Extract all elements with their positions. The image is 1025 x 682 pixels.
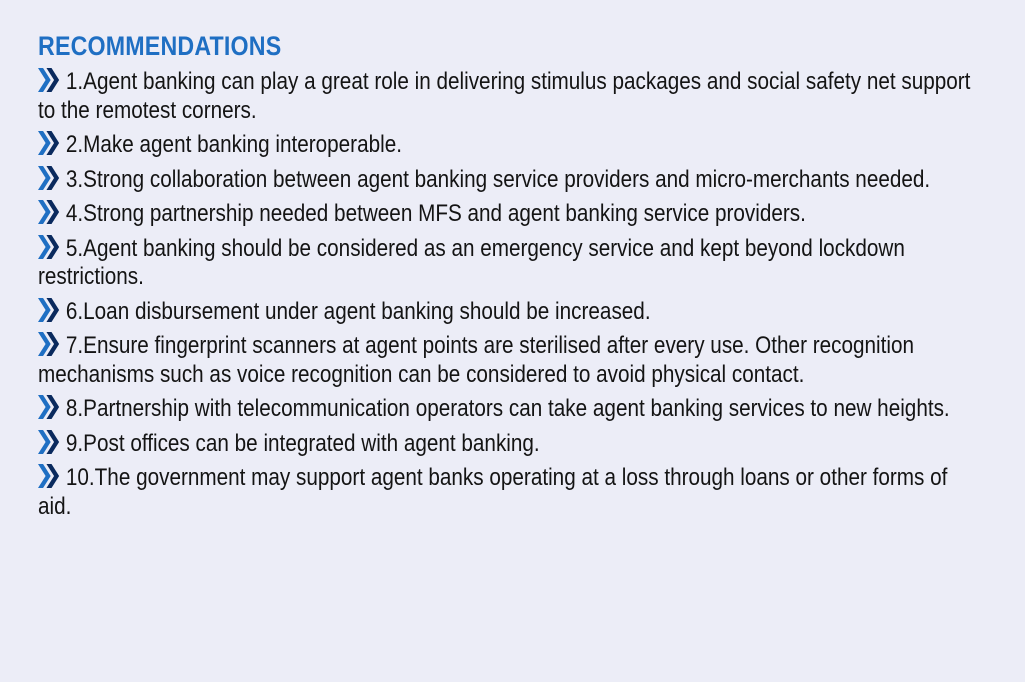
double-chevron-right-icon: [38, 166, 61, 190]
list-item: [38, 395, 985, 424]
list-item: [38, 68, 985, 125]
item-text: 10.The government may support agent banks operating at a loss through loans or other forms of aid.: [38, 464, 948, 520]
double-chevron-right-icon: [38, 430, 61, 454]
section-heading: RECOMMENDATIONS: [38, 31, 282, 61]
item-text: 2.Make agent banking interoperable.: [65, 131, 402, 158]
item-text: 5.Agent banking should be considered as an emergency service and kept beyond lockdown restrictions.: [38, 234, 905, 290]
item-text: 6.Loan disbursement under agent banking should be increased.: [65, 297, 651, 325]
double-chevron-right-icon: [38, 235, 61, 259]
double-chevron-right-icon: [38, 395, 61, 419]
item-text: 3.Strong collaboration between agent banking service providers and micro-merchants needed.: [65, 165, 931, 193]
recommendations-list: [38, 68, 985, 521]
list-item: [38, 235, 985, 292]
list-item: [38, 166, 985, 195]
double-chevron-right-icon: [38, 200, 61, 224]
item-text: 4.Strong partnership needed between MFS and agent banking service providers.: [65, 200, 806, 227]
list-item: [38, 332, 985, 389]
double-chevron-right-icon: [38, 298, 61, 322]
list-item: [38, 131, 985, 160]
item-text: 1.Agent banking can play a great role in delivering stimulus packages and social safety net support to the remotest corners.: [38, 68, 971, 124]
double-chevron-right-icon: [38, 464, 61, 488]
list-item: [38, 200, 985, 229]
item-text: 7.Ensure fingerprint scanners at agent points are sterilised after every use. Other recognition mechanisms such as voice recognition can be considered to avoid physical contact.: [38, 332, 915, 388]
list-item: [38, 464, 985, 521]
item-text: 9.Post offices can be integrated with agent banking.: [65, 429, 540, 457]
double-chevron-right-icon: [38, 131, 61, 155]
list-item: [38, 298, 985, 327]
list-item: [38, 430, 985, 459]
double-chevron-right-icon: [38, 332, 61, 356]
double-chevron-right-icon: [38, 68, 61, 92]
item-text: 8.Partnership with telecommunication operators can take agent banking services to new heights.: [65, 395, 950, 422]
